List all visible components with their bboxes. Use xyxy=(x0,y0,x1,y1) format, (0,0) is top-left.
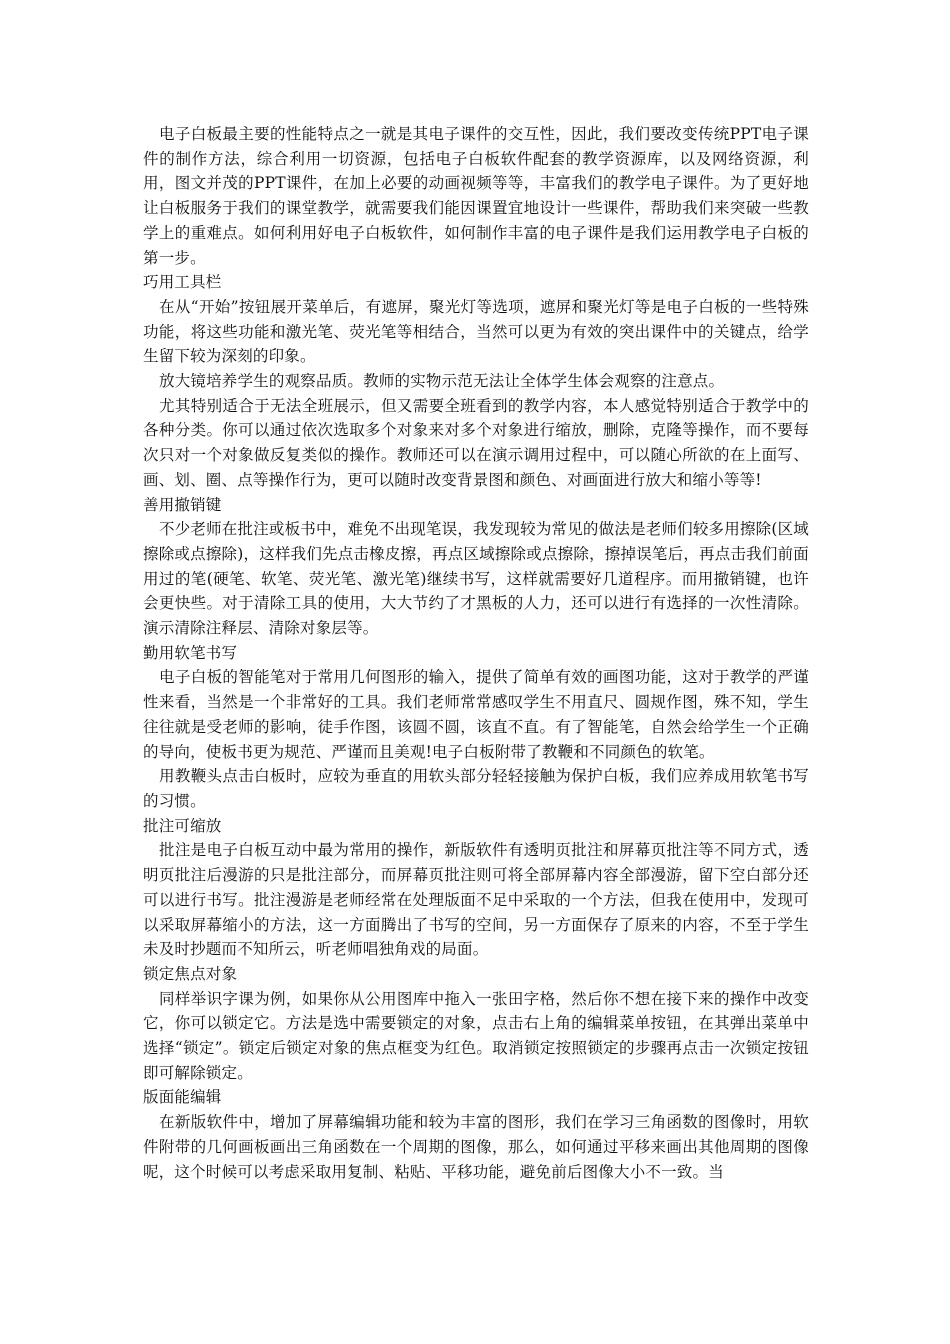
section-heading-undo: 善用撤销键 xyxy=(143,495,222,514)
section-heading-layout-edit: 版面能编辑 xyxy=(143,1088,222,1107)
section-heading-annotation: 批注可缩放 xyxy=(143,816,222,835)
paragraph-lock: 同样举识字课为例，如果你从公用图库中拖入一张田字格，然后你不想在接下来的操作中改变它，你可以锁定它。方法是选中需要锁定的对象，点击右上角的编辑菜单按钮，在其弹出菜单中选择“锁定”。锁定后锁定对象的焦点框变为红色。取消锁定按照锁定的步骤再点击一次锁定按钮即可解除锁定。 xyxy=(143,989,809,1082)
paragraph-toolbar-3: 尤其特别适合于无法全班展示，但又需要全班看到的教学内容，本人感觉特别适合于教学中的各种分类。你可以通过依次选取多个对象来对多个对象进行缩放，删除，克隆等操作，而不要每次只对一个对象做反复类似的操作。教师还可以在演示调用过程中，可以随心所欲的在上面写、画、划、圈、点等操作行为，更可以随时改变背景图和颜色、对画面进行放大和缩小等等! xyxy=(143,396,809,489)
section-heading-soft-pen: 勤用软笔书写 xyxy=(143,643,238,662)
paragraph-layout-edit: 在新版软件中，增加了屏幕编辑功能和较为丰富的图形，我们在学习三角函数的图像时，用软件附带的几何画板画出三角函数在一个周期的图像，那么，如何通过平移来画出其他周期的图像呢，这个时候可以考虑采取用复制、粘贴、平移功能，避免前后图像大小不一致。当 xyxy=(143,1113,809,1181)
paragraph-intro: 电子白板最主要的性能特点之一就是其电子课件的交互性，因此，我们要改变传统PPT电子课件的制作方法，综合利用一切资源，包括电子白板软件配套的教学资源库，以及网络资源，利用，图文并茂的PPT课件，在加上必要的动画视频等等，丰富我们的教学电子课件。为了更好地让白板服务于我们的课堂教学，就需要我们能因课置宜地设计一些课件，帮助我们来突破一些教学上的重难点。如何利用好电子白板软件，如何制作丰富的电子课件是我们运用教学电子白板的第一步。 xyxy=(143,125,809,267)
paragraph-undo: 不少老师在批注或板书中，难免不出现笔误，我发现较为常见的做法是老师们较多用擦除(区域擦除或点擦除)，这样我们先点击橡皮擦，再点区域擦除或点擦除，擦掉误笔后，再点击我们前面用过的笔(硬笔、软笔、荧光笔、激光笔)继续书写，这样就需要好几道程序。而用撤销键，也许会更快些。对于清除工具的使用，大大节约了才黑板的人力，还可以进行有选择的一次性清除。演示清除注释层、清除对象层等。 xyxy=(143,520,809,638)
paragraph-soft-pen-2: 用教鞭头点击白板时，应较为垂直的用软头部分轻轻接触为保护白板，我们应养成用软笔书写的习惯。 xyxy=(143,767,809,810)
paragraph-soft-pen-1: 电子白板的智能笔对于常用几何图形的输入，提供了简单有效的画图功能，这对于教学的严谨性来看，当然是一个非常好的工具。我们老师常常感叹学生不用直尺、圆规作图，殊不知，学生往往就是受老师的影响，徒手作图，该圆不圆，该直不直。有了智能笔，自然会给学生一个正确的导向，使板书更为规范、严谨而且美观!电子白板附带了教鞭和不同颜色的软笔。 xyxy=(143,668,809,761)
section-heading-toolbar: 巧用工具栏 xyxy=(143,273,222,292)
paragraph-toolbar-1: 在从“开始”按钮展开菜单后，有遮屏，聚光灯等选项，遮屏和聚光灯等是电子白板的一些特殊功能，将这些功能和激光笔、荧光笔等相结合，当然可以更为有效的突出课件中的关键点，给学生留下较为深刻的印象。 xyxy=(143,297,809,366)
document-body xyxy=(143,122,809,1184)
paragraph-annotation: 批注是电子白板互动中最为常用的操作，新版软件有透明页批注和屏幕页批注等不同方式，透明页批注后漫游的只是批注部分，而屏幕页批注则可将全部屏幕内容全部漫游，留下空白部分还可以进行书写。批注漫游是老师经常在处理版面不足中采取的一个方法，但我在使用中，发现可以采取屏幕缩小的方法，这一方面腾出了书写的空间，另一方面保存了原来的内容，不至于学生未及时抄题而不知所云，听老师唱独角戏的局面。 xyxy=(143,841,809,959)
paragraph-toolbar-2: 放大镜培养学生的观察品质。教师的实物示范无法让全体学生体会观察的注意点。 xyxy=(159,372,725,391)
section-heading-lock: 锁定焦点对象 xyxy=(143,964,238,983)
